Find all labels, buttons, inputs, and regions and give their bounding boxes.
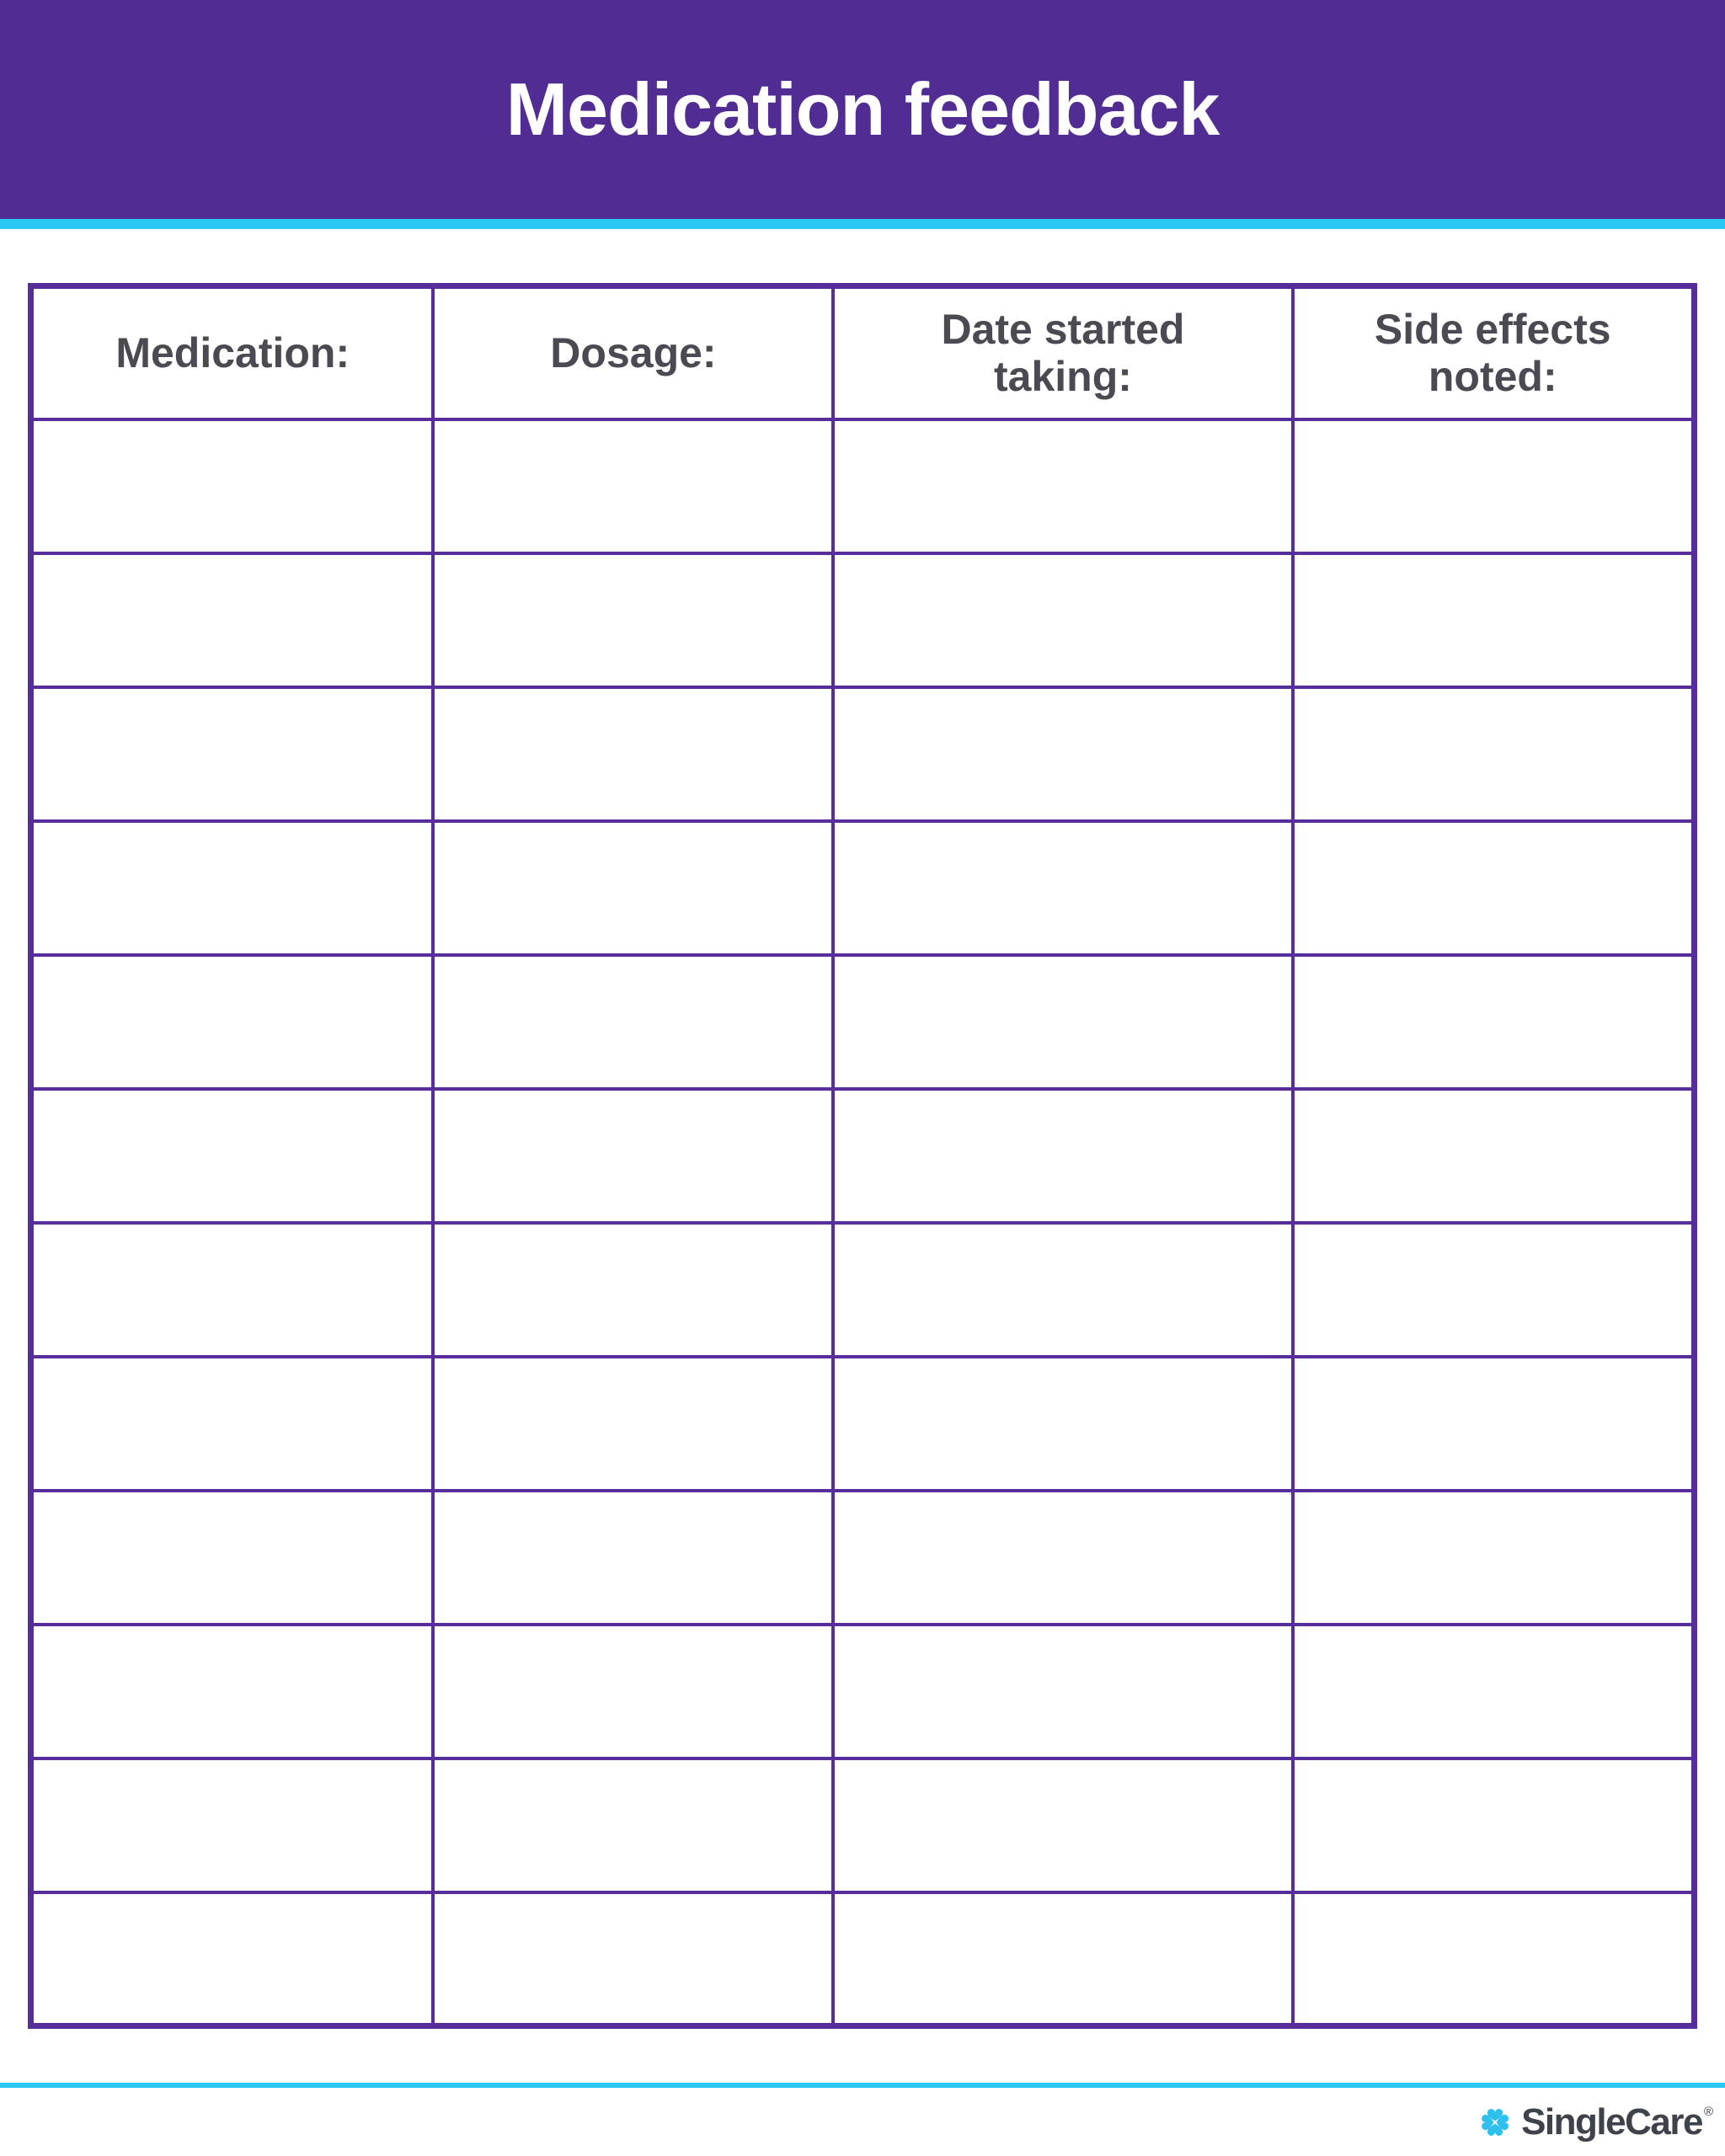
table-cell-side-effects[interactable] [1293, 1089, 1695, 1223]
table-cell-side-effects[interactable] [1293, 553, 1695, 687]
table-cell-date-started[interactable] [833, 1758, 1292, 1892]
page-title: Medication feedback [505, 67, 1220, 151]
table-row [31, 553, 1695, 687]
table-cell-date-started[interactable] [833, 1357, 1292, 1491]
table-cell-date-started[interactable] [833, 821, 1292, 955]
table-row [31, 1625, 1695, 1758]
registered-trademark-symbol: ® [1703, 2105, 1713, 2119]
table-row [31, 687, 1695, 821]
column-header-dosage-label: Dosage: [550, 329, 717, 377]
table-cell-dosage[interactable] [433, 1357, 833, 1491]
table-cell-medication[interactable] [31, 1223, 434, 1357]
table-cell-medication[interactable] [31, 1357, 434, 1491]
table-cell-side-effects[interactable] [1293, 419, 1695, 553]
table-cell-medication[interactable] [31, 419, 434, 553]
singlecare-logo [0, 2101, 1713, 2143]
footer-accent-line [0, 2083, 1725, 2088]
table-cell-medication[interactable] [31, 1625, 434, 1758]
table-row [31, 1357, 1695, 1491]
table-cell-side-effects[interactable] [1293, 1758, 1695, 1892]
table-row [31, 1223, 1695, 1357]
table-cell-medication[interactable] [31, 955, 434, 1089]
table-cell-date-started[interactable] [833, 1089, 1292, 1223]
table-cell-medication[interactable] [31, 821, 434, 955]
table-cell-medication[interactable] [31, 553, 434, 687]
table-cell-dosage[interactable] [433, 1491, 833, 1625]
table-cell-medication[interactable] [31, 1892, 434, 2026]
table-cell-side-effects[interactable] [1293, 1357, 1695, 1491]
table-row [31, 1491, 1695, 1625]
table-cell-date-started[interactable] [833, 1491, 1292, 1625]
table-cell-date-started[interactable] [833, 955, 1292, 1089]
table-cell-date-started[interactable] [833, 687, 1292, 821]
medication-feedback-table [28, 283, 1697, 2029]
table-cell-date-started[interactable] [833, 1625, 1292, 1758]
table-row [31, 1089, 1695, 1223]
table-cell-side-effects[interactable] [1293, 1892, 1695, 2026]
singlecare-wordmark: SingleCare [1521, 2101, 1702, 2143]
table-cell-dosage[interactable] [433, 553, 833, 687]
table-cell-side-effects[interactable] [1293, 1491, 1695, 1625]
table-row [31, 1892, 1695, 2026]
table-row [31, 821, 1695, 955]
table-cell-side-effects[interactable] [1293, 955, 1695, 1089]
table-cell-dosage[interactable] [433, 1758, 833, 1892]
table-cell-side-effects[interactable] [1293, 821, 1695, 955]
table-cell-medication[interactable] [31, 687, 434, 821]
table-cell-date-started[interactable] [833, 1892, 1292, 2026]
table-cell-dosage[interactable] [433, 955, 833, 1089]
table-cell-dosage[interactable] [433, 1089, 833, 1223]
table-row [31, 1758, 1695, 1892]
table-cell-dosage[interactable] [433, 1625, 833, 1758]
table-cell-dosage[interactable] [433, 821, 833, 955]
medication-table-container [28, 283, 1697, 2029]
table-cell-date-started[interactable] [833, 553, 1292, 687]
table-cell-side-effects[interactable] [1293, 1625, 1695, 1758]
table-header [31, 286, 1695, 419]
column-header-dosage [433, 286, 833, 419]
table-cell-medication[interactable] [31, 1758, 434, 1892]
column-header-date-started [833, 286, 1292, 419]
table-cell-medication[interactable] [31, 1089, 434, 1223]
column-header-date-started-label: Date started taking: [941, 306, 1185, 401]
table-cell-dosage[interactable] [433, 1223, 833, 1357]
table-row [31, 955, 1695, 1089]
table-cell-side-effects[interactable] [1293, 1223, 1695, 1357]
column-header-side-effects-label: Side effects noted: [1374, 306, 1611, 401]
table-body [31, 419, 1695, 2026]
table-cell-medication[interactable] [31, 1491, 434, 1625]
table-cell-dosage[interactable] [433, 419, 833, 553]
column-header-medication-label: Medication: [115, 329, 350, 377]
table-row [31, 419, 1695, 553]
table-cell-date-started[interactable] [833, 419, 1292, 553]
singlecare-cross-icon [1479, 2106, 1511, 2138]
table-cell-dosage[interactable] [433, 687, 833, 821]
banner-accent-line [0, 219, 1725, 229]
table-header-row [31, 286, 1695, 419]
table-cell-date-started[interactable] [833, 1223, 1292, 1357]
table-cell-dosage[interactable] [433, 1892, 833, 2026]
column-header-medication [31, 286, 434, 419]
column-header-side-effects [1293, 286, 1695, 419]
page-footer [0, 2083, 1725, 2143]
table-cell-side-effects[interactable] [1293, 687, 1695, 821]
title-banner [0, 0, 1725, 219]
